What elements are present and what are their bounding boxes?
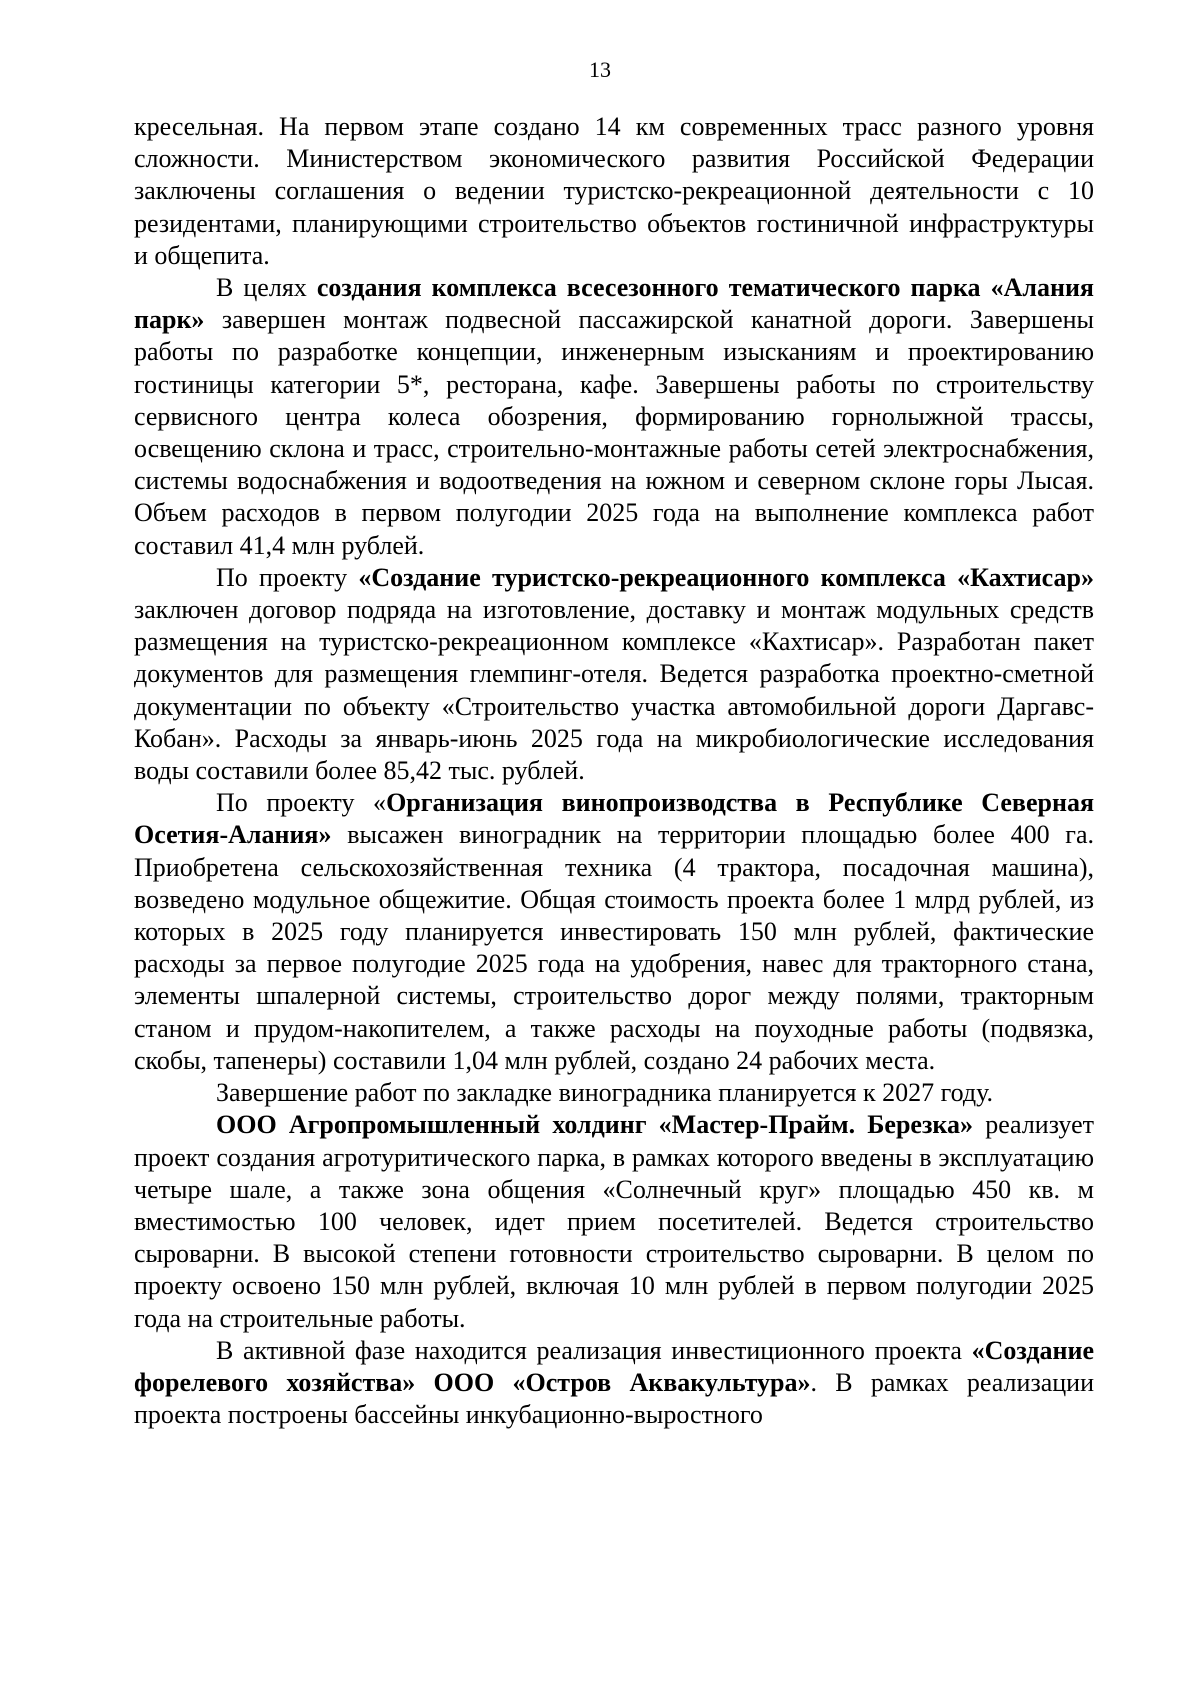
paragraph-emphasis: ООО Агропромышленный холдинг «Мастер-Прайм. Березка» [216, 1110, 974, 1140]
paragraph-7-trout-farm [134, 1335, 1094, 1432]
paragraph-text: реализует проект создания агротуритического парка, в рамках которого введены в эксплуатацию четыре шале, а также зона общения «Солнечный круг» площадью 450 кв. м вместимостью 100 человек, идет прием посетителей. Ведется строительство сыроварни. В высокой степени готовности строительство сыроварни. В целом по проекту освоено 150 млн рублей, включая 10 млн рублей в первом полугодии 2025 года на строительные работы. [134, 1110, 1094, 1333]
paragraph-text: . В рамках реализации проекта построены бассейны инкубационно-выростного [134, 1367, 1094, 1430]
paragraph-text: По проекту [216, 562, 359, 592]
paragraph-text: высажен виноградник на территории площадью более 400 га. Приобретена сельскохозяйственная техника (4 трактора, посадочная машина), возведено модульное общежитие. Общая стоимость проекта более 1 млрд рублей, из которых в 2025 году планируется инвестировать 150 млн рублей, фактические расходы за первое полугодие 2025 года на удобрения, навес для тракторного стана, элементы шпалерной системы, строительство дорог между полями, тракторным станом и прудом-накопителем, а также расходы на поуходные работы (подвязка, скобы, тапенеры) составили 1,04 млн рублей, создано 24 рабочих места. [134, 820, 1094, 1075]
paragraph-emphasis: создания комплекса всесезонного тематического парка «Алания парк» [134, 273, 1094, 335]
paragraph-text: По проекту « [216, 788, 387, 818]
paragraph-emphasis: Организация винопроизводства в Республике Северная Осетия-Алания» [134, 788, 1095, 850]
paragraph-text: В целях [216, 273, 317, 303]
paragraph-text: заключен договор подряда на изготовление, доставку и монтаж модульных средств размещения на туристско-рекреационном комплексе «Кахтисар». Разработан пакет документов для размещения глемпинг-отеля. Ведется разработка проектно-сметной документации по объекту «Строительство участка автомобильной дороги Даргавс-Кобан». Расходы за январь-июнь 2025 года на микробиологические исследования воды составили более 85,42 тыс. рублей. [134, 595, 1094, 786]
paragraph-1 [134, 111, 1094, 272]
paragraph-5-vineyard-completion [134, 1077, 1094, 1109]
paragraph-2-alania-park [134, 272, 1094, 562]
paragraph-3-kakhtisar [134, 562, 1094, 787]
paragraph-text: кресельная. На первом этапе создано 14 км современных трасс разного уровня сложности. Министерством экономического развития Российской Федерации заключены соглашения о ведении туристско-рекреационной деятельности с 10 резидентами, планирующими строительство объектов гостиничной инфраструктуры и общепита. [134, 112, 1094, 270]
paragraph-4-winemaking [134, 787, 1094, 1077]
paragraph-text: завершен монтаж подвесной пассажирской канатной дороги. Завершены работы по разработке концепции, инженерным изысканиям и проектированию гостиницы категории 5*, ресторана, кафе. Завершены работы по строительству сервисного центра колеса обозрения, формированию горнолыжной трассы, освещению склона и трасс, строительно-монтажные работы сетей электроснабжения, системы водоснабжения и водоотведения на южном и северном склоне горы Лысая. Объем расходов в первом полугодии 2025 года на выполнение комплекса работ составил 41,4 млн рублей. [134, 305, 1094, 560]
page-number: 13 [589, 57, 611, 82]
paragraph-6-master-prime [134, 1109, 1094, 1334]
paragraph-emphasis: «Создание туристско-рекреационного комплекса «Кахтисар» [358, 562, 1094, 592]
paragraph-text: В активной фазе находится реализация инвестиционного проекта [216, 1335, 972, 1365]
paragraph-emphasis: «Создание форелевого хозяйства» ООО «Остров Аквакультура» [134, 1335, 1094, 1397]
paragraph-text: Завершение работ по закладке виноградника планируется к 2027 году. [216, 1078, 994, 1108]
document-body [134, 111, 1094, 1431]
